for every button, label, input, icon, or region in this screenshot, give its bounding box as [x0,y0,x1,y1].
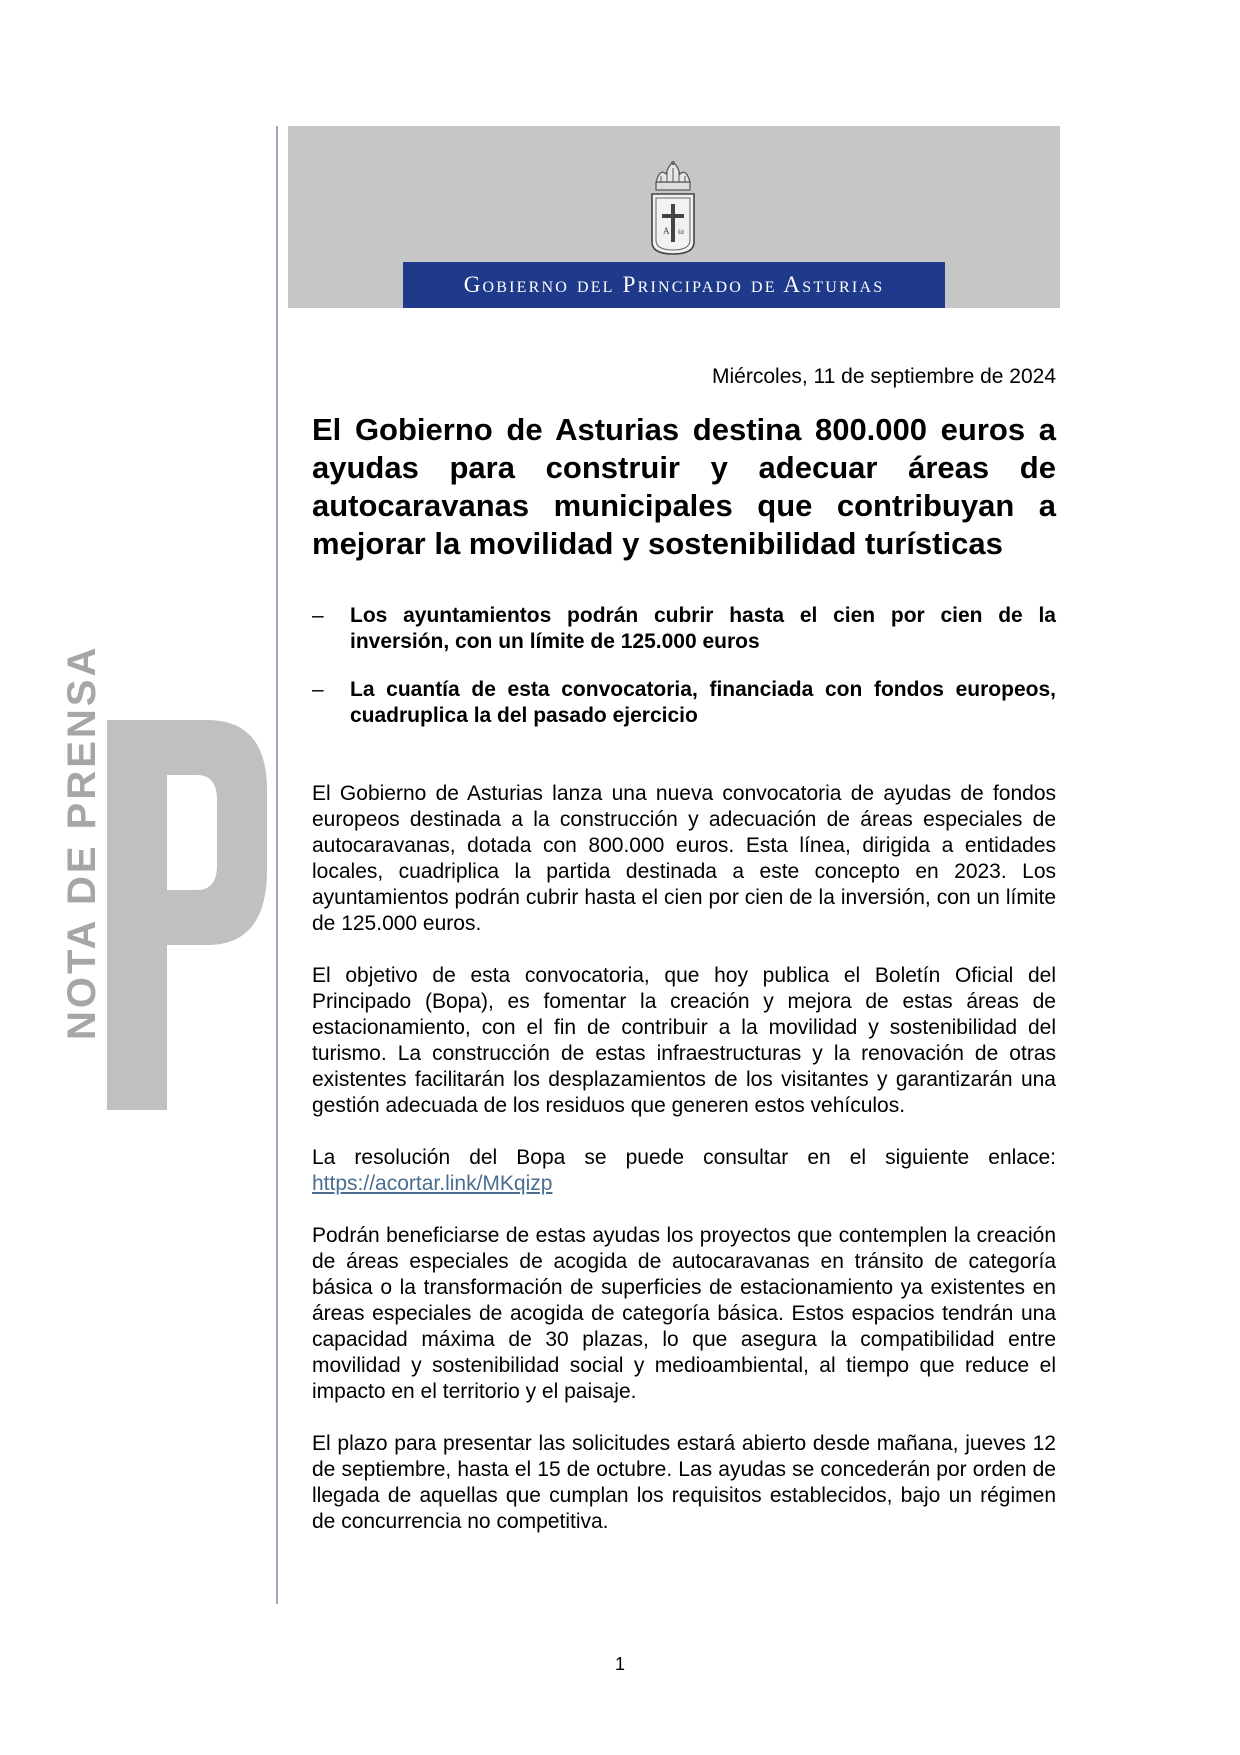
highlights-list [312,603,1056,729]
page-number: 1 [614,1654,625,1674]
list-item [312,677,1056,729]
paragraph-with-link [312,1145,1056,1197]
highlight-text: Los ayuntamientos podrán cubrir hasta el cien por cien de la inversión, con un límite de 125.000 euros [350,604,1056,653]
asturias-crest-icon [650,160,696,256]
paragraph-text: La resolución del Bopa se puede consultar en el siguiente enlace: [312,1146,1056,1169]
nota-de-prensa-label: NOTA DE PRENSA [60,644,104,1040]
letterhead [288,126,1060,308]
big-letter-p [107,720,267,1110]
banner-title: Gobierno del Principado de Asturias [403,262,945,308]
svg-text:A: A [663,226,670,236]
date: Miércoles, 11 de septiembre de 2024 [712,365,1056,388]
margin-rule [276,126,278,1604]
paragraph: El plazo para presentar las solicitudes estará abierto desde mañana, jueves 12 de septiembre, hasta el 15 de octubre. Las ayudas se concederán por orden de llegada de aquellas que cumplan los requisitos establecidos, bajo un régimen de concurrencia no competitiva. [312,1432,1056,1533]
list-item [312,603,1056,655]
bullet-dash: – [312,604,324,627]
paragraph: Podrán beneficiarse de estas ayudas los proyectos que contemplen la creación de áreas especiales de acogida de autocaravanas en tránsito de categoría básica o la transformación de superficies de estacionamiento ya existentes en áreas especiales de acogida de categoría básica. Estos espacios tendrán una capacidad máxima de 30 plazas, lo que asegura la compatibilidad entre movilidad y sostenibilidad social y medioambiental, al tiempo que reduce el impacto en el territorio y el paisaje. [312,1224,1056,1403]
highlight-text: La cuantía de esta convocatoria, financiada con fondos europeos, cuadruplica la del pasado ejercicio [350,678,1056,727]
headline: El Gobierno de Asturias destina 800.000 euros a ayudas para construir y adecuar áreas de autocaravanas municipales que contribuyan a mejorar la movilidad y sostenibilidad turísticas [312,412,1056,561]
svg-text:ω: ω [678,226,684,236]
paragraph: El Gobierno de Asturias lanza una nueva convocatoria de ayudas de fondos europeos destinada a la construcción y adecuación de áreas especiales de autocaravanas, dotada con 800.000 euros. Esta línea, dirigida a entidades locales, cuadriplica la partida destinada a este concepto en 2023. Los ayuntamientos podrán cubrir hasta el cien por cien de la inversión, con un límite de 125.000 euros. [312,782,1056,935]
bopa-link[interactable]: https://acortar.link/MKqizp [312,1172,553,1195]
bullet-dash: – [312,678,324,701]
article [312,365,1056,1561]
paragraph: El objetivo de esta convocatoria, que hoy publica el Boletín Oficial del Principado (Bopa), es fomentar la creación y mejora de estas áreas de estacionamiento, con el fin de contribuir a la movilidad y sostenibilidad del turismo. La construcción de estas infraestructuras y la renovación de otras existentes facilitarán los desplazamientos de los visitantes y garantizarán una gestión adecuada de los residuos que generen estos vehículos. [312,964,1056,1117]
